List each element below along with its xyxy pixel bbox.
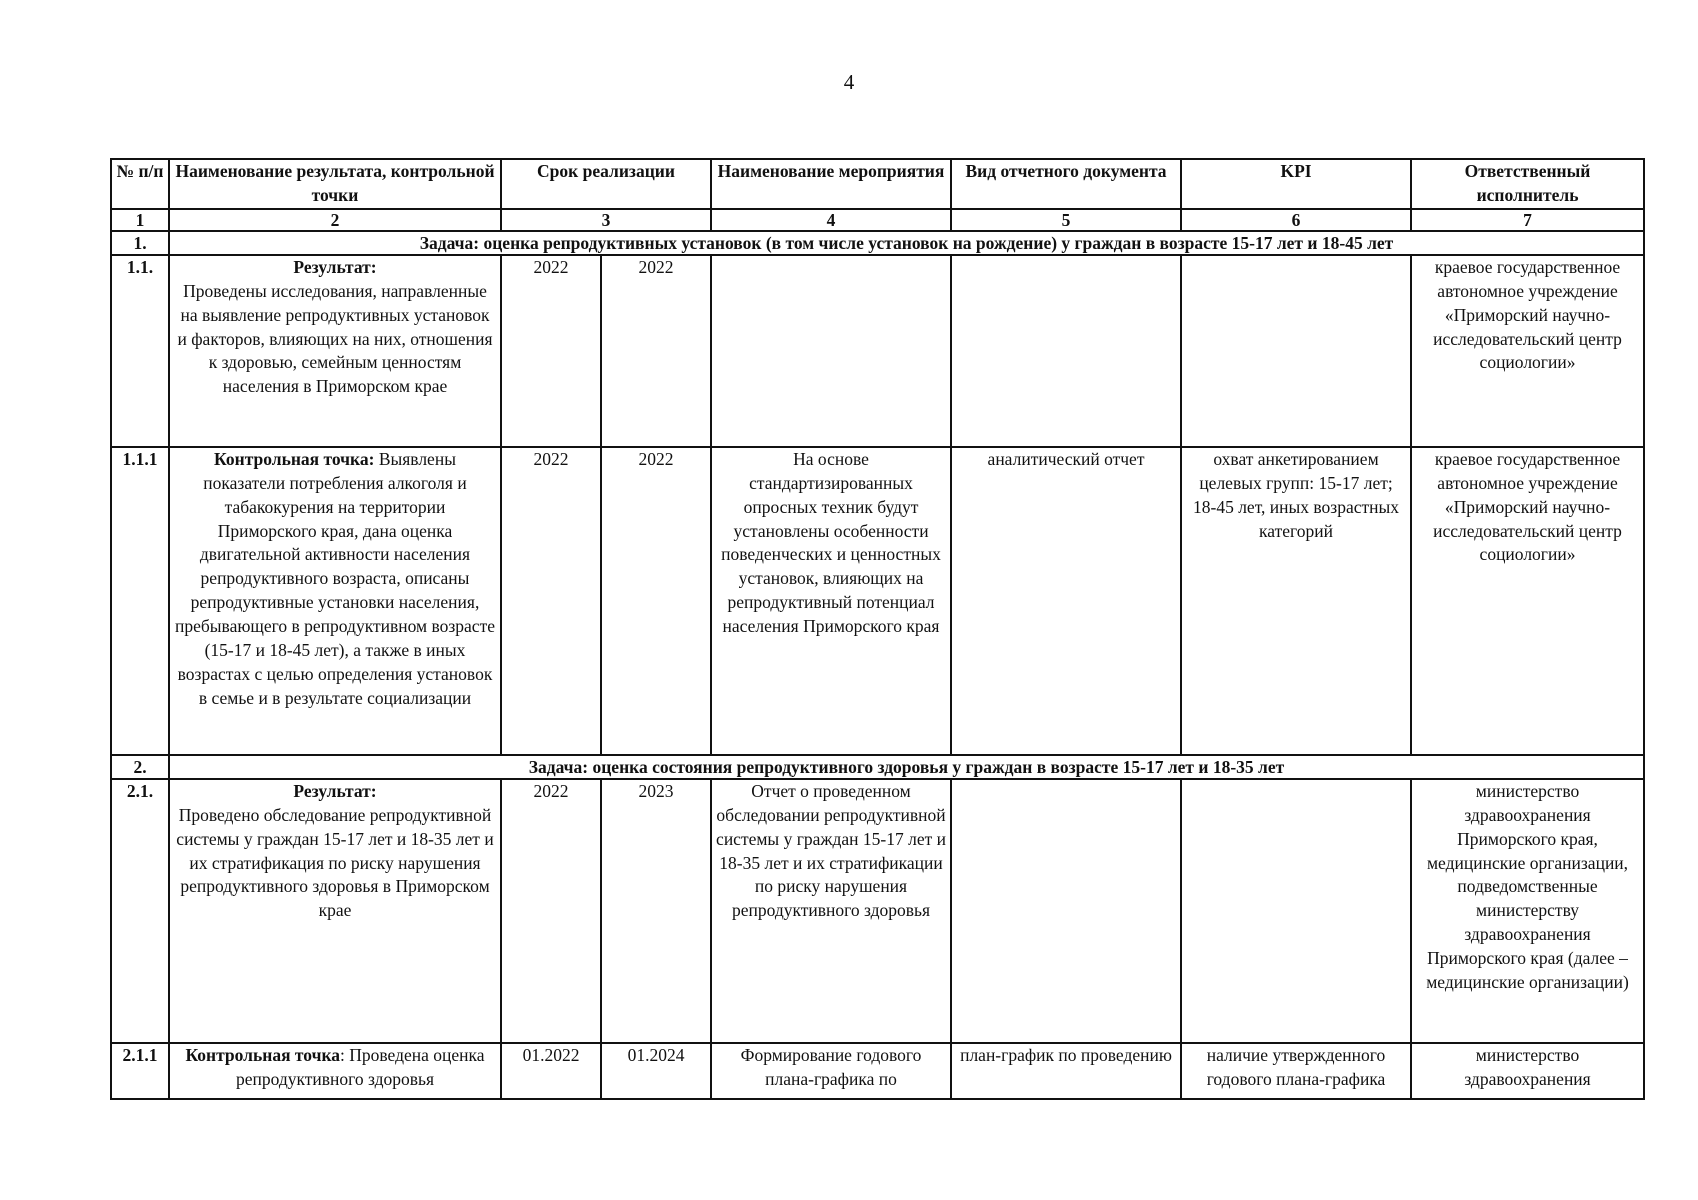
col-header-kpi: KPI xyxy=(1181,159,1411,209)
result-cell xyxy=(169,255,501,447)
responsible-cell: министерство здравоохранения Приморского края, медицинские организации, подведомственные министерству здравоохранения Приморского края (далее – медицинские организации) xyxy=(1411,779,1644,1043)
row-number: 1.1.1 xyxy=(111,447,169,755)
document-cell xyxy=(951,779,1181,1043)
row-number: 2. xyxy=(111,755,169,779)
result-cell xyxy=(169,779,501,1043)
column-number: 7 xyxy=(1411,209,1644,231)
checkpoint-cell xyxy=(169,447,501,755)
end-year: 2023 xyxy=(601,779,711,1043)
table-row xyxy=(111,447,1644,755)
responsible-cell: краевое государственное автономное учреждение «Приморский научно-исследовательский центр социологии» xyxy=(1411,255,1644,447)
checkpoint-label: Контрольная точка xyxy=(185,1044,341,1065)
result-text: Проведены исследования, направленные на выявление репродуктивных установок и факторов, влияющих на них, отношения к здоровью, семейным ценностям населения в Приморском крае xyxy=(177,280,493,397)
checkpoint-label: Контрольная точка: xyxy=(214,448,375,469)
kpi-cell xyxy=(1181,779,1411,1043)
column-numbers-row xyxy=(111,209,1644,231)
document-cell: аналитический отчет xyxy=(951,447,1181,755)
row-number: 2.1.1 xyxy=(111,1043,169,1099)
column-number: 5 xyxy=(951,209,1181,231)
table-header-row xyxy=(111,159,1644,209)
responsible-cell: министерство здравоохранения xyxy=(1411,1043,1644,1099)
col-header-document: Вид отчетного документа xyxy=(951,159,1181,209)
checkpoint-text: : Проведена оценка репродуктивного здоровья xyxy=(235,1044,485,1089)
result-label: Результат: xyxy=(293,780,377,801)
checkpoint-text: Выявлены показатели потребления алкоголя и табакокурения на территории Приморского края, дана оценка двигательной активности населения репродуктивного возраста, описаны репродуктивные установки населения, пребывающего в репродуктивном возрасте (15-17 и 18-45 лет), а также в иных возрастах с целью определения установок в семье и в результате социализации xyxy=(175,448,495,708)
col-header-responsible: Ответственный исполнитель xyxy=(1411,159,1644,209)
start-date: 01.2022 xyxy=(501,1043,601,1099)
start-year: 2022 xyxy=(501,779,601,1043)
table-row xyxy=(111,779,1644,1043)
col-header-num: № п/п xyxy=(111,159,169,209)
table-row xyxy=(111,255,1644,447)
task-title: Задача: оценка репродуктивных установок (в том числе установок на рождение) у граждан в возрасте 15-17 лет и 18-45 лет xyxy=(169,231,1644,255)
document-cell xyxy=(951,255,1181,447)
event-cell: Формирование годового плана-графика по xyxy=(711,1043,951,1099)
checkpoint-cell xyxy=(169,1043,501,1099)
result-text: Проведено обследование репродуктивной системы у граждан 15-17 лет и 18-35 лет и их стратификация по риску нарушения репродуктивного здоровья в Приморском крае xyxy=(176,804,494,921)
kpi-cell: охват анкетированием целевых групп: 15-17 лет; 18-45 лет, иных возрастных категорий xyxy=(1181,447,1411,755)
column-number: 1 xyxy=(111,209,169,231)
document-cell: план-график по проведению xyxy=(951,1043,1181,1099)
kpi-cell xyxy=(1181,255,1411,447)
start-year: 2022 xyxy=(501,255,601,447)
end-year: 2022 xyxy=(601,255,711,447)
end-date: 01.2024 xyxy=(601,1043,711,1099)
col-header-result: Наименование результата, контрольной точки xyxy=(169,159,501,209)
column-number: 3 xyxy=(501,209,711,231)
col-header-event: Наименование мероприятия xyxy=(711,159,951,209)
row-number: 2.1. xyxy=(111,779,169,1043)
start-year: 2022 xyxy=(501,447,601,755)
plan-table xyxy=(110,158,1645,1100)
result-label: Результат: xyxy=(293,256,377,277)
col-header-deadline: Срок реализации xyxy=(501,159,711,209)
task-title: Задача: оценка состояния репродуктивного здоровья у граждан в возрасте 15-17 лет и 18-35 лет xyxy=(169,755,1644,779)
kpi-cell: наличие утвержденного годового плана-графика xyxy=(1181,1043,1411,1099)
task-row xyxy=(111,231,1644,255)
column-number: 4 xyxy=(711,209,951,231)
page-number: 4 xyxy=(843,70,855,94)
event-cell: Отчет о проведенном обследовании репродуктивной системы у граждан 15-17 лет и 18-35 лет и их стратификации по риску нарушения репродуктивного здоровья xyxy=(711,779,951,1043)
end-year: 2022 xyxy=(601,447,711,755)
responsible-cell: краевое государственное автономное учреждение «Приморский научно-исследовательский центр социологии» xyxy=(1411,447,1644,755)
event-cell xyxy=(711,255,951,447)
row-number: 1. xyxy=(111,231,169,255)
row-number: 1.1. xyxy=(111,255,169,447)
task-row xyxy=(111,755,1644,779)
event-cell: На основе стандартизированных опросных техник будут установлены особенности поведенческих и ценностных установок, влияющих на репродуктивный потенциал населения Приморского края xyxy=(711,447,951,755)
column-number: 6 xyxy=(1181,209,1411,231)
column-number: 2 xyxy=(169,209,501,231)
table-row xyxy=(111,1043,1644,1099)
